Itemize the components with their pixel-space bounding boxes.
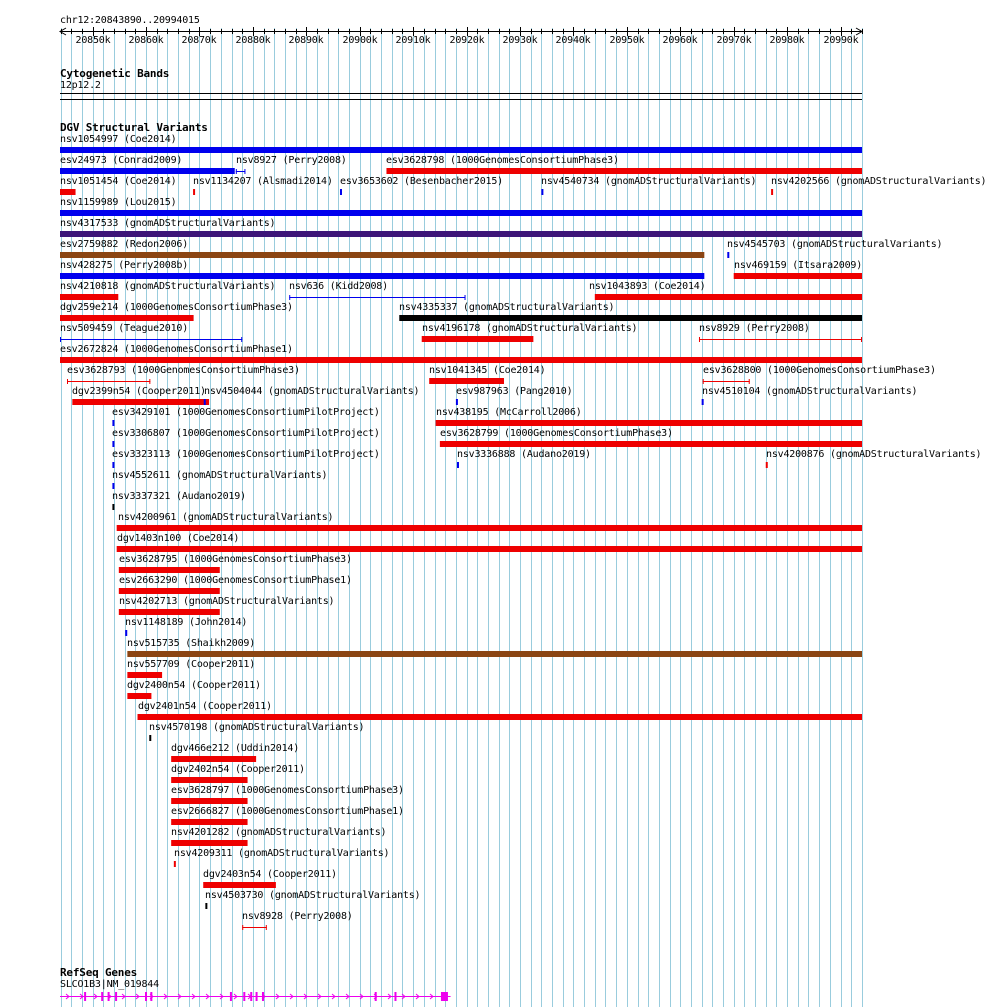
variant-bar — [60, 357, 862, 363]
cytoband-label: 12p12.2 — [60, 80, 101, 91]
variant-label[interactable]: esv3323113 (1000GenomesConsortiumPilotProject) — [112, 449, 380, 460]
variant-bar — [112, 462, 114, 468]
gene-exon — [145, 992, 147, 1001]
variant-bar — [340, 189, 342, 195]
variant-label[interactable]: esv3628793 (1000GenomesConsortiumPhase3) — [67, 365, 300, 376]
gene-exon — [256, 992, 258, 1001]
variant-label[interactable]: nsv4200961 (gnomADStructuralVariants) — [118, 512, 334, 523]
variant-bar — [171, 840, 247, 846]
variant-bar — [440, 441, 862, 447]
variant-bar — [734, 273, 862, 279]
variant-label[interactable]: nsv3337321 (Audano2019) — [112, 491, 246, 502]
location-label: chr12:20843890..20994015 — [60, 15, 200, 26]
variant-bar — [60, 315, 194, 321]
variant-label[interactable]: esv3628800 (1000GenomesConsortiumPhase3) — [703, 365, 936, 376]
variant-bar — [60, 252, 704, 258]
variant-label[interactable]: nsv4200876 (gnomADStructuralVariants) — [766, 449, 982, 460]
variant-label[interactable]: dgv466e212 (Uddin2014) — [171, 743, 300, 754]
gene-exon — [115, 992, 117, 1001]
variant-label[interactable]: nsv428275 (Perry2008b) — [60, 260, 189, 271]
variant-bar — [149, 735, 151, 741]
ruler-tick-label: 20850k — [75, 35, 111, 46]
ruler-tick-label: 20970k — [716, 35, 752, 46]
variant-label[interactable]: nsv4504044 (gnomADStructuralVariants) — [204, 386, 420, 397]
variant-label[interactable]: nsv1148189 (John2014) — [125, 617, 248, 628]
variant-label[interactable]: nsv4196178 (gnomADStructuralVariants) — [422, 323, 638, 334]
variant-label[interactable]: dgv2399n54 (Cooper2011) — [72, 386, 206, 397]
variant-label[interactable]: nsv4317533 (gnomADStructuralVariants) — [60, 218, 276, 229]
variant-label[interactable]: esv2663290 (1000GenomesConsortiumPhase1) — [119, 575, 352, 586]
variant-label[interactable]: nsv4201282 (gnomADStructuralVariants) — [171, 827, 387, 838]
variant-label[interactable]: esv3628795 (1000GenomesConsortiumPhase3) — [119, 554, 352, 565]
variant-label[interactable]: nsv557709 (Cooper2011) — [127, 659, 256, 670]
variant-label[interactable]: nsv1159989 (Lou2015) — [60, 197, 177, 208]
variant-label[interactable]: nsv469159 (Itsara2009) — [734, 260, 863, 271]
variant-bar — [193, 189, 195, 195]
variant-label[interactable]: nsv4202713 (gnomADStructuralVariants) — [119, 596, 335, 607]
variant-bar — [436, 420, 862, 426]
gene-exon — [250, 992, 252, 1001]
ruler-tick-label: 20980k — [769, 35, 805, 46]
variant-label[interactable]: nsv8928 (Perry2008) — [242, 911, 353, 922]
variant-label[interactable]: esv2672824 (1000GenomesConsortiumPhase1) — [60, 344, 293, 355]
variant-label[interactable]: nsv8927 (Perry2008) — [236, 155, 347, 166]
variant-label[interactable]: esv3429101 (1000GenomesConsortiumPilotProject) — [112, 407, 380, 418]
variant-bar — [399, 315, 862, 321]
variant-label[interactable]: esv24973 (Conrad2009) — [60, 155, 183, 166]
variant-label[interactable]: nsv636 (Kidd2008) — [289, 281, 388, 292]
variant-label[interactable]: nsv1054997 (Coe2014) — [60, 134, 177, 145]
variant-label[interactable]: nsv515735 (Shaikh2009) — [127, 638, 256, 649]
variant-bar — [60, 273, 704, 279]
variant-bar — [541, 189, 543, 195]
gene-exon — [101, 992, 103, 1001]
variant-label[interactable]: dgv1403n100 (Coe2014) — [117, 533, 240, 544]
variant-label[interactable]: nsv1134207 (Alsmadi2014) — [193, 176, 333, 187]
variant-label[interactable]: nsv3336888 (Audano2019) — [457, 449, 591, 460]
variant-bar — [125, 630, 127, 636]
ruler-tick-label: 20990k — [823, 35, 859, 46]
variant-bar — [595, 294, 862, 300]
gene-exon — [108, 992, 110, 1001]
gene-label[interactable]: SLCO1B3|NM_019844 — [60, 979, 159, 990]
variant-bar — [127, 672, 162, 678]
variant-bar — [112, 441, 114, 447]
variant-bar — [60, 147, 862, 153]
ruler-tick-label: 20930k — [502, 35, 538, 46]
variant-bar — [127, 693, 151, 699]
variant-label[interactable]: esv987963 (Pang2010) — [456, 386, 573, 397]
variant-label[interactable]: esv3628797 (1000GenomesConsortiumPhase3) — [171, 785, 404, 796]
variant-bar — [119, 567, 220, 573]
variant-bar — [174, 861, 176, 867]
variant-label[interactable]: esv2666827 (1000GenomesConsortiumPhase1) — [171, 806, 404, 817]
variant-bar — [766, 462, 768, 468]
variant-bar — [727, 252, 729, 258]
variant-label[interactable]: nsv1041345 (Coe2014) — [429, 365, 546, 376]
gene-exon — [441, 992, 448, 1001]
gene-exon — [84, 992, 86, 1001]
gene-exon — [150, 992, 152, 1001]
variant-label[interactable]: nsv4545703 (gnomADStructuralVariants) — [727, 239, 943, 250]
variant-label[interactable]: nsv438195 (McCarroll2006) — [436, 407, 582, 418]
variant-bar — [60, 294, 118, 300]
variant-bar — [112, 504, 114, 510]
variant-bar — [386, 168, 862, 174]
variant-bar — [117, 525, 862, 531]
variant-bar — [171, 819, 247, 825]
ruler-tick-label: 20860k — [128, 35, 164, 46]
variant-label[interactable]: nsv509459 (Teague2010) — [60, 323, 189, 334]
ruler-tick-label: 20900k — [342, 35, 378, 46]
ruler-tick-label: 20890k — [288, 35, 324, 46]
variant-bar — [456, 399, 458, 405]
variant-label[interactable]: dgv259e214 (1000GenomesConsortiumPhase3) — [60, 302, 293, 313]
variant-label[interactable]: dgv2401n54 (Cooper2011) — [138, 701, 272, 712]
variant-bar — [112, 420, 114, 426]
variant-bar — [112, 483, 114, 489]
variant-label[interactable]: nsv4540734 (gnomADStructuralVariants) — [541, 176, 757, 187]
variant-label[interactable]: nsv4209311 (gnomADStructuralVariants) — [174, 848, 390, 859]
variant-bar — [72, 399, 209, 405]
gene-exon — [394, 992, 396, 1001]
variant-label[interactable]: dgv2403n54 (Cooper2011) — [203, 869, 337, 880]
variant-label[interactable]: nsv4552611 (gnomADStructuralVariants) — [112, 470, 328, 481]
gene-exon — [262, 992, 264, 1001]
ruler-tick-label: 20880k — [235, 35, 271, 46]
dgv-track-title[interactable]: DGV Structural Variants — [60, 121, 208, 134]
variant-label[interactable]: dgv2400n54 (Cooper2011) — [127, 680, 261, 691]
variant-label[interactable]: nsv8929 (Perry2008) — [699, 323, 810, 334]
ruler-tick-label: 20910k — [395, 35, 431, 46]
variant-label[interactable]: nsv1043893 (Coe2014) — [589, 281, 706, 292]
gene-exon — [230, 992, 232, 1001]
variant-label[interactable]: esv3628798 (1000GenomesConsortiumPhase3) — [386, 155, 619, 166]
variant-label[interactable]: nsv4503730 (gnomADStructuralVariants) — [205, 890, 421, 901]
variant-bar — [117, 546, 862, 552]
variant-label[interactable]: esv3306807 (1000GenomesConsortiumPilotProject) — [112, 428, 380, 439]
variant-label[interactable]: nsv4510104 (gnomADStructuralVariants) — [702, 386, 918, 397]
variant-bar — [127, 651, 862, 657]
variant-bar — [171, 756, 256, 762]
variant-bar — [119, 588, 220, 594]
variant-label[interactable]: nsv4210818 (gnomADStructuralVariants) — [60, 281, 276, 292]
cytoband-track-title[interactable]: Cytogenetic Bands — [60, 67, 170, 80]
ruler-tick-label: 20940k — [555, 35, 591, 46]
variant-bar — [60, 210, 862, 216]
variant-bar — [203, 882, 276, 888]
variant-label[interactable]: esv3653602 (Besenbacher2015) — [340, 176, 503, 187]
gene-exon — [243, 992, 245, 1001]
ruler-tick-label: 20920k — [449, 35, 485, 46]
variant-bar — [204, 399, 206, 405]
variant-bar — [60, 231, 862, 237]
variant-bar — [138, 714, 862, 720]
variant-label[interactable]: esv2759882 (Redon2006) — [60, 239, 189, 250]
variant-bar — [60, 189, 76, 195]
variant-label[interactable]: nsv4335337 (gnomADStructuralVariants) — [399, 302, 615, 313]
gene-exon — [375, 992, 377, 1001]
variant-label[interactable]: nsv1051454 (Coe2014) — [60, 176, 177, 187]
ruler-tick-label: 20960k — [662, 35, 698, 46]
variant-bar — [457, 462, 459, 468]
variant-bar — [60, 168, 235, 174]
variant-bar — [171, 777, 247, 783]
variant-label[interactable]: esv3628799 (1000GenomesConsortiumPhase3) — [440, 428, 673, 439]
variant-bar — [422, 336, 534, 342]
variant-bar — [771, 189, 773, 195]
ruler-tick-label: 20950k — [609, 35, 645, 46]
variant-bar — [119, 609, 220, 615]
variant-bar — [702, 399, 704, 405]
variant-label[interactable]: nsv4202566 (gnomADStructuralVariants) — [771, 176, 986, 187]
variant-label[interactable]: nsv4570198 (gnomADStructuralVariants) — [149, 722, 365, 733]
variant-bar — [205, 903, 207, 909]
ruler-tick-label: 20870k — [181, 35, 217, 46]
variant-label[interactable]: dgv2402n54 (Cooper2011) — [171, 764, 305, 775]
refseq-track-title[interactable]: RefSeq Genes — [60, 966, 138, 979]
variant-bar — [171, 798, 247, 804]
variant-bar — [429, 378, 504, 384]
